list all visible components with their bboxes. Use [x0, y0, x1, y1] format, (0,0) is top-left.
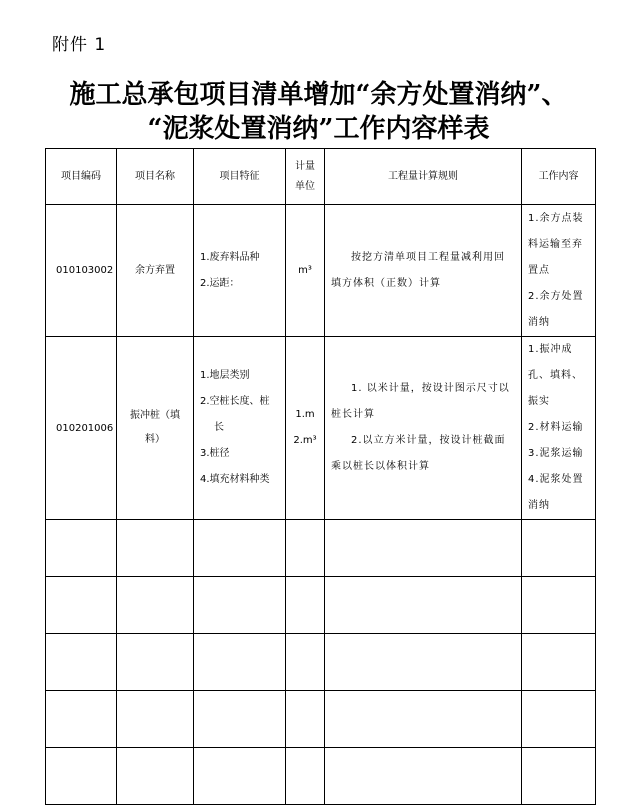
header-rule: 工程量计算规则: [325, 149, 522, 205]
rule-text-2: 2.以立方米计量，按设计桩截面乘以桩长以体积计算: [331, 435, 506, 472]
work-item: 3.泥浆运输: [528, 448, 584, 459]
empty-row: [46, 691, 596, 748]
attachment-label: 附件 1: [52, 35, 107, 55]
cell-rule: [325, 205, 522, 337]
feature-item: 2.空桩长度、桩: [200, 396, 270, 407]
empty-row: [46, 748, 596, 805]
empty-row: [46, 577, 596, 634]
empty-cell: [325, 748, 522, 805]
cell-rule: [325, 337, 522, 520]
cell-name: 余方弃置: [117, 205, 194, 337]
empty-cell: [286, 634, 325, 691]
empty-cell: [325, 634, 522, 691]
work-item: 1.余方点装料运输至弃置点: [528, 212, 584, 276]
empty-cell: [522, 634, 596, 691]
table-header-row: [46, 149, 596, 205]
empty-cell: [117, 634, 194, 691]
header-work: 工作内容: [522, 149, 596, 205]
work-item: 4.泥浆处置消纳: [528, 474, 584, 511]
header-unit-line-2: 单位: [295, 180, 315, 192]
empty-cell: [46, 520, 117, 577]
empty-cell: [325, 577, 522, 634]
empty-cell: [117, 691, 194, 748]
empty-cell: [194, 691, 286, 748]
empty-cell: [194, 634, 286, 691]
empty-cell: [286, 520, 325, 577]
feature-item: 长: [214, 422, 224, 433]
empty-cell: [522, 520, 596, 577]
work-content-table: [45, 148, 596, 805]
cell-code: 010201006: [46, 337, 117, 520]
unit-line-1: 1.m: [295, 409, 315, 420]
cell-unit: m³: [286, 205, 325, 337]
header-unit: [286, 149, 325, 205]
empty-cell: [522, 577, 596, 634]
header-code: 项目编码: [46, 149, 117, 205]
empty-cell: [286, 691, 325, 748]
empty-cell: [194, 748, 286, 805]
feature-item: 1.地层类别: [200, 370, 250, 381]
header-name: 项目名称: [117, 149, 194, 205]
cell-work: [522, 205, 596, 337]
empty-row: [46, 520, 596, 577]
rule-text: 按挖方清单项目工程量减利用回填方体积（正数）计算: [331, 251, 505, 289]
rule-text-1: 1. 以米计量，按设计图示尺寸以桩长计算: [331, 383, 510, 420]
title-line-2: “泥浆处置消纳”工作内容样表: [147, 114, 490, 144]
empty-cell: [522, 691, 596, 748]
empty-cell: [117, 748, 194, 805]
empty-cell: [194, 577, 286, 634]
table-row: [46, 205, 596, 337]
feature-item: 4.填充材料种类: [200, 474, 270, 485]
work-item: 1.振冲成孔、填料、振实: [528, 344, 583, 407]
empty-row: [46, 634, 596, 691]
empty-cell: [325, 520, 522, 577]
cell-features: [194, 205, 286, 337]
empty-cell: [46, 748, 117, 805]
cell-unit: [286, 337, 325, 520]
cell-code: 010103002: [46, 205, 117, 337]
cell-work: [522, 337, 596, 520]
empty-cell: [325, 691, 522, 748]
work-item: 2.余方处置消纳: [528, 290, 584, 328]
feature-item: 2.运距：: [200, 277, 240, 289]
title-line-1: 施工总承包项目清单增加“余方处置消纳”、: [69, 80, 568, 110]
empty-cell: [286, 577, 325, 634]
empty-cell: [194, 520, 286, 577]
feature-item: 1.废弃料品种: [200, 251, 260, 263]
cell-name: 振冲桩（填料）: [117, 337, 194, 520]
header-unit-line-1: 计量: [295, 160, 315, 172]
empty-cell: [117, 520, 194, 577]
document-title: [0, 78, 623, 146]
unit-line-2: 2.m³: [293, 435, 317, 446]
table-row: [46, 337, 596, 520]
header-features: 项目特征: [194, 149, 286, 205]
empty-cell: [286, 748, 325, 805]
empty-cell: [46, 577, 117, 634]
empty-cell: [117, 577, 194, 634]
empty-cell: [46, 691, 117, 748]
empty-cell: [46, 634, 117, 691]
cell-features: [194, 337, 286, 520]
feature-item: 3.桩径: [200, 448, 230, 459]
empty-cell: [522, 748, 596, 805]
work-item: 2.材料运输: [528, 422, 584, 433]
